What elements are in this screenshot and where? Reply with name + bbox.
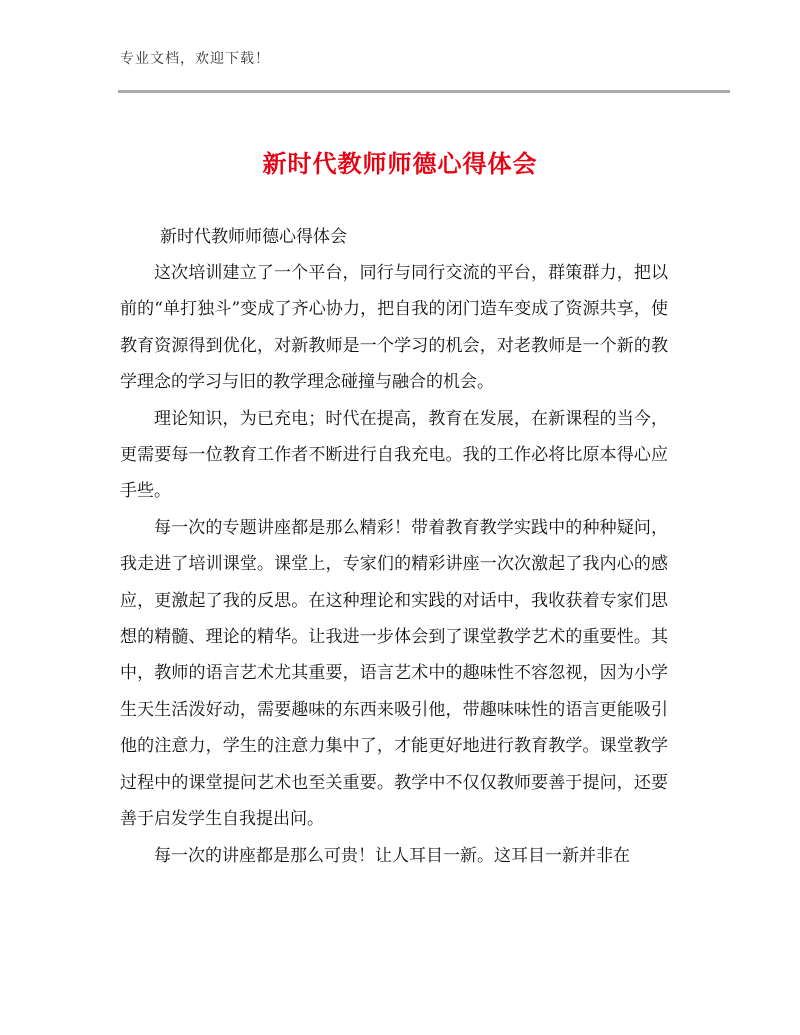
paragraph: 这次培训建立了一个平台，同行与同行交流的平台，群策群力，把以前的“单打独斗”变成了齐心协力，把自我的闭门造车变成了资源共享，使教育资源得到优化，对新教师是一个学习的机会，对老教师是一个新的教学理念的学习与旧的教学理念碰撞与融合的机会。: [120, 263, 668, 393]
header-divider: [118, 90, 730, 93]
paragraph: 每一次的专题讲座都是那么精彩！带着教育教学实践中的种种疑问，我走进了培训课堂。课堂上，专家们的精彩讲座一次次激起了我内心的感应，更激起了我的反思。在这种理论和实践的对话中，我收获着专家们思想的精髓、理论的精华。让我进一步体会到了课堂教学艺术的重要性。其中，教师的语言艺术尤其重要，语言艺术中的趣味性不容忽视，因为小学生天生活泼好动，需要趣味的东西来吸引他，带趣味味性的语言更能吸引他的注意力，学生的注意力集中了，才能更好地进行教育教学。课堂教学过程中的课堂提问艺术也至关重要。教学中不仅仅教师要善于提问，还要善于启发学生自我提出问。: [120, 517, 668, 830]
document-subtitle: 新时代教师师德心得体会: [160, 227, 347, 247]
document-body: [120, 255, 668, 874]
document-title: 新时代教师师德心得体会: [262, 150, 538, 178]
header-note: 专业文档，欢迎下载！: [120, 51, 270, 67]
paragraph: 每一次的讲座都是那么可贵！让人耳目一新。这耳目一新并非在: [154, 845, 630, 866]
paragraph: 理论知识，为已充电；时代在提高，教育在发展，在新课程的当今，更需要每一位教育工作者不断进行自我充电。我的工作必将比原本得心应手些。: [120, 408, 668, 502]
